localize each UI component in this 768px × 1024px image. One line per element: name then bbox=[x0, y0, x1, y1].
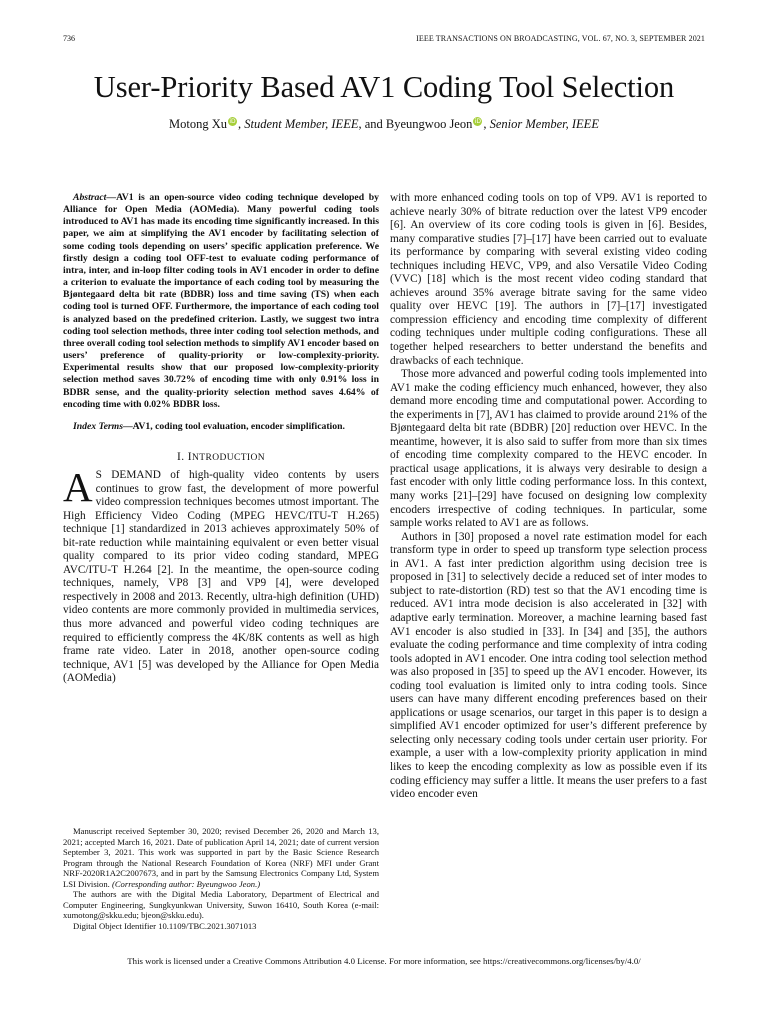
intro-paragraph: Those more advanced and powerful coding tools implemented into AV1 make the coding efficiency much enhanced, however, they also demand more encoding time and computational power. According to the experiments in [7], AV1 has claimed to provide around 21% of the Bjøntegaard delta bit rate (BDBR) [20] reduction over HEVC. In the meantime, however, it is also said to suffer from more than six times of encoding time complexity compared to the HEVC encoder. In practical usage applications, it is always very desirable to design a fast encoder with only little coding performance loss. In this context, many works [21]–[29] have focused on designing low complexity encoders irrespective of coding techniques. In particular, some sample works related to AV1 are as follows. bbox=[390, 368, 707, 530]
paper-title: User-Priority Based AV1 Coding Tool Selection bbox=[93, 70, 675, 104]
intro-paragraph-continued: with more enhanced coding tools on top of VP9. AV1 is reported to achieve nearly 30% of bitrate reduction over the latest VP9 encoder [6]. An overview of its core coding tools is given in [6]. Besides, many comparative studies [7]–[17] have been carried out to evaluate its performance by comparing with several existing video coding techniques including HEVC, VP9, and also Versatile Video Coding (VVC) [18] which is the most recent video coding standard that achieves around 35% average bitrate saving for the same video quality over HEVC [19]. The authors in [7]–[17] investigated compression efficiency and encoding time complexity of different coding techniques under multiple coding configurations. These all together helped researchers to better understand the benefits and drawbacks of each technique. bbox=[390, 192, 707, 367]
index-terms-label: Index Terms bbox=[73, 420, 123, 432]
section-number: I. bbox=[176, 450, 188, 463]
orcid-icon[interactable]: iD bbox=[229, 118, 236, 125]
page-header bbox=[63, 34, 705, 48]
author-name: Motong Xu bbox=[169, 117, 228, 131]
index-terms bbox=[63, 421, 379, 433]
intro-text: S DEMAND of high-quality video contents by users continues to grow fast, the development of more powerful video compression techniques becomes utmost important. The High Efficiency Video Coding (MPEG HEVC/ITU-T H.265) technique [1] standardized in 2013 achieves approximately 50% of bit-rate reduction while maintaining equivalent or even better visual quality compared to its prior video coding standard, MPEG AVC/ITU-T H.264 [2]. In the meantime, the open-source coding techniques, namely, VP8 [3] and VP9 [4], were developed respectively in 2008 and 2013. Recently, ultra-high definition (UHD) video contents are more commonly provided in multimedia services, thus more advanced and powerful video coding techniques are required to efficiently compress the 4K/8K contents as well as high frame rate video. Later in 2018, another open-source coding technique, AV1 [5] was developed by the Alliance for Open Media (AOMedia) bbox=[63, 468, 379, 685]
drop-cap: A bbox=[63, 463, 93, 510]
author-membership: Student Member, IEEE bbox=[244, 117, 359, 131]
index-terms-text: —AV1, coding tool evaluation, encoder simplification. bbox=[122, 420, 345, 432]
intro-paragraph bbox=[63, 463, 379, 686]
abstract bbox=[63, 192, 379, 411]
affiliation-note: The authors are with the Digital Media Laboratory, Department of Electrical and Computer Engineering, Sungkyunkwan University, Suwon 16410, South Korea (e-mail: xumotong@skku.edu; bjeon@skku.edu). bbox=[63, 889, 379, 921]
orcid-icon[interactable]: iD bbox=[474, 118, 481, 125]
journal-running-head: IEEE TRANSACTIONS ON BROADCASTING, VOL. 67, NO. 3, SEPTEMBER 2021 bbox=[416, 34, 705, 43]
section-title-initial: I bbox=[187, 450, 192, 463]
author-membership: Senior Member, IEEE bbox=[489, 117, 599, 131]
section-title-rest: NTRODUCTION bbox=[192, 452, 266, 463]
page-number: 736 bbox=[63, 34, 75, 43]
license-line: This work is licensed under a Creative Commons Attribution 4.0 License. For more information, see https://creativecommons.org/licenses/by/4.0/ bbox=[127, 956, 641, 966]
author-name: Byeungwoo Jeon bbox=[385, 117, 473, 131]
doi-note: Digital Object Identifier 10.1109/TBC.2021.3071013 bbox=[73, 920, 257, 931]
right-column bbox=[390, 192, 707, 802]
corresponding-author: (Corresponding author: Byeungwoo Jeon.) bbox=[111, 878, 261, 889]
abstract-label: Abstract bbox=[73, 192, 107, 203]
manuscript-note-text: Manuscript received September 30, 2020; revised December 26, 2020 and March 13, 2021; accepted March 16, 2021. Date of publication April 14, 2021; date of current version September 3, 2021. This work was supported in part by the Basic Science Research Program through the National Research Foundation of Korea (NRF) MFI under Grant NRF-2020R1A2C2007673, and in part by the Samsung Electronics Company Ltd, System LSI Division. bbox=[63, 826, 379, 889]
author-line: Motong Xu iD , Student Member, IEEE, and Byeungwoo Jeon iD , Senior Member, IEEE bbox=[169, 117, 599, 131]
section-heading bbox=[63, 451, 379, 463]
author-joiner: , and bbox=[358, 117, 386, 131]
abstract-text: —AV1 is an open-source video coding technique developed by Alliance for Open Media (AOMedia). Many powerful coding tools introduced to AV1 has made its encoding time significantly increased. In this paper, we aim at simplifying the AV1 encoder by facilitating selection of some coding tools depending on users’ specific application preference. We firstly design a coding tool OFF-test to evaluate coding performance of intra, inter, and in-loop filter coding tools in AV1 encoder in order to define a criterion to evaluate the importance of each coding tool by measuring the Bjøntegaard delta bit rate (BDBR) loss and time saving (TS) when each coding tool is turned OFF. Furthermore, the importance of each coding tool is analyzed based on the predefined criterion. Lastly, we suggest two intra coding tool selection methods, three inter coding tool selection methods, and three overall coding tool selection methods to simplify AV1 encoder based on users’ preference of quality-priority or low-complexity-priority. Experimental results show that our proposed low-complexity-priority selection method saves 30.72% of encoding time with only 0.91% loss in BDBR sense, and the quality-priority selection method saves 4.64% of encoding time with 0.02% BDBR loss. bbox=[63, 192, 379, 410]
left-column bbox=[63, 192, 379, 686]
footnote bbox=[63, 826, 379, 931]
intro-paragraph: Authors in [30] proposed a novel rate estimation model for each transform type in order to speed up transform type selection process in AV1. A fast inter prediction algorithm using decision tree is proposed in [31] to selectively decide a reduced set of inter modes to subject to rate-distortion (RD) test so that the AV1 encoding time is reduced. AV1 intra mode decision is also accelerated in [32] with adaptive early termination. Moreover, a machine learning based fast AV1 encoder is also studied in [33]. In [34] and [35], the authors evaluate the coding performance and time complexity of intra coding tools adopted in AV1 encoder. One intra coding tool selection method was also proposed in [35] to speed up the AV1 encoder. However, its coding tool evaluation is limited only to intra coding tools. Since users can have many different encoding preferences based on their applications or usage scenarios, our target in this paper is to design a simplified AV1 encoder optimized for user’s different preference by selecting only necessary coding tools under certain user priority. For example, a user with a low-complexity priority application in mind likes to keep the encoding complexity as low as possible even if its coding efficiency may suffer a little. It means the user prefers to a fast video encoder even bbox=[390, 530, 707, 801]
manuscript-note bbox=[63, 826, 379, 889]
